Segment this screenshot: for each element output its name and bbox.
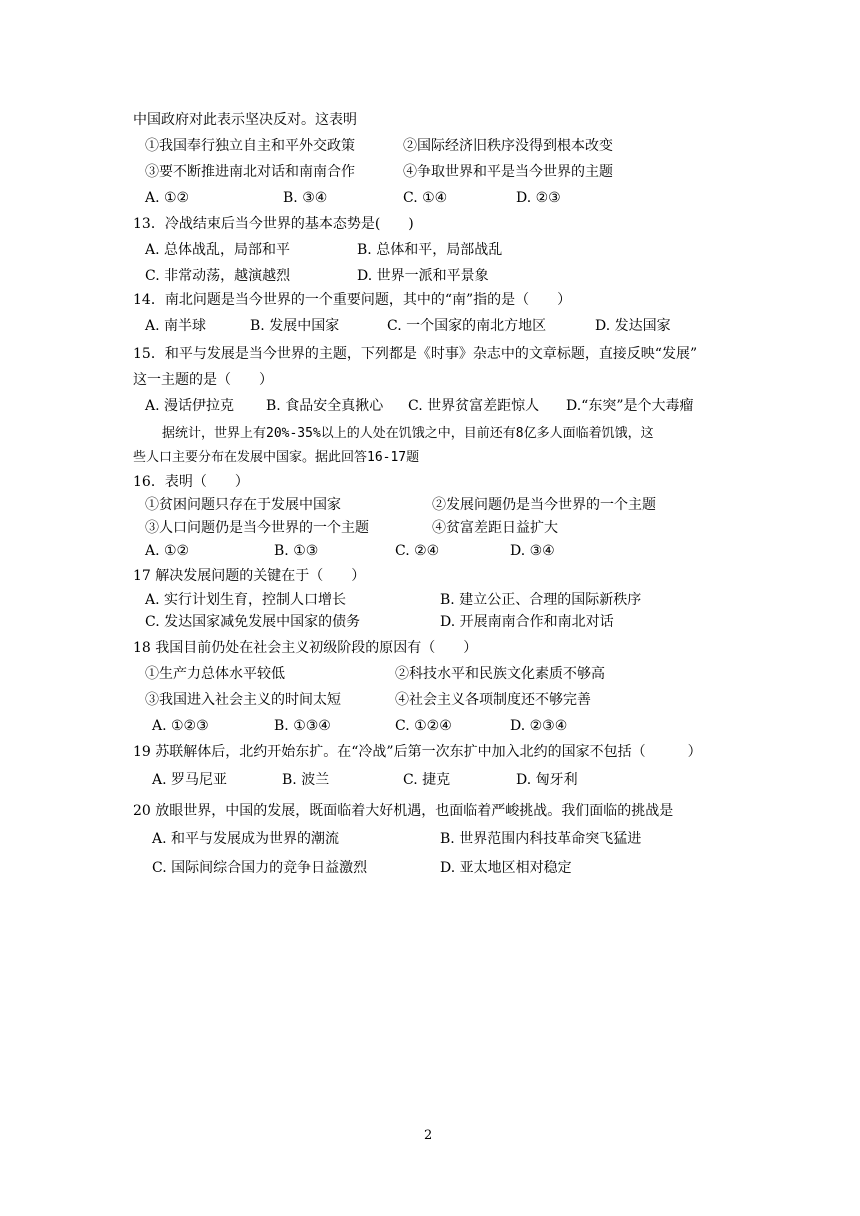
q20-choice-b[interactable]: B. 世界范围内科技革命突飞猛进 [440,831,642,847]
question-15-stem: 15．和平与发展是当今世界的主题，下列都是《时事》杂志中的文章标题，直接反映“发展” [133,346,698,362]
q17-choice-c[interactable]: C. 发达国家减免发展中国家的债务 [145,614,361,630]
q13-choice-b[interactable]: B. 总体和平，局部战乱 [357,242,503,258]
question-16-stem: 16．表明（ ） [133,474,249,490]
q19-choice-a[interactable]: A. 罗马尼亚 [152,772,228,788]
q12-choice-a[interactable]: A. ①② [145,190,190,206]
q18-choice-a[interactable]: A. ①②③ [152,718,209,734]
q16-choice-b[interactable]: B. ①③ [274,543,319,559]
q12-statement-1: ①我国奉行独立自主和平外交政策 [145,138,355,154]
q12-choice-b[interactable]: B. ③④ [283,190,328,206]
question-20-stem: 20 放眼世界，中国的发展，既面临着大好机遇，也面临着严峻挑战。我们面临的挑战是 [133,803,674,819]
q16-choice-a[interactable]: A. ①② [145,543,190,559]
passage-line-1: 据统计，世界上有20%-35%以上的人处在饥饿之中，目前还有8亿多人面临着饥饿，这 [162,426,654,441]
q13-choice-c[interactable]: C. 非常动荡，越演越烈 [145,268,291,284]
q15-choice-c[interactable]: C. 世界贫富差距惊人 [408,398,540,414]
q12-statement-2: ②国际经济旧秩序没得到根本改变 [403,138,613,154]
q20-choice-c[interactable]: C. 国际间综合国力的竞争日益激烈 [152,860,368,876]
q14-choice-c[interactable]: C. 一个国家的南北方地区 [387,318,547,334]
q16-statement-1: ①贫困问题只存在于发展中国家 [145,497,341,513]
q13-choice-d[interactable]: D. 世界一派和平景象 [357,268,489,284]
q14-choice-b[interactable]: B. 发展中国家 [250,318,340,334]
q13-choice-a[interactable]: A. 总体战乱，局部和平 [145,242,291,258]
question-18-stem: 18 我国目前仍处在社会主义初级阶段的原因有（ ） [133,640,478,656]
q18-statement-2: ②科技水平和民族文化素质不够高 [395,666,605,682]
question-19-stem: 19 苏联解体后，北约开始东扩。在“冷战”后第一次东扩中加入北约的国家不包括（ ） [133,744,702,760]
q19-choice-c[interactable]: C. 捷克 [403,772,451,788]
q15-choice-b[interactable]: B. 食品安全真揪心 [266,398,384,414]
q17-choice-d[interactable]: D. 开展南南合作和南北对话 [440,614,614,630]
q18-statement-1: ①生产力总体水平较低 [145,666,285,682]
q18-choice-c[interactable]: C. ①②④ [395,718,452,734]
question-13-stem: 13．冷战结束后当今世界的基本态势是( ) [133,216,414,232]
q20-choice-a[interactable]: A. 和平与发展成为世界的潮流 [152,831,340,847]
page-number: 2 [424,1128,433,1143]
q18-statement-3: ③我国进入社会主义的时间太短 [145,692,341,708]
q12-choice-c[interactable]: C. ①④ [403,190,448,206]
q12-statement-4: ④争取世界和平是当今世界的主题 [403,164,613,180]
q19-choice-d[interactable]: D. 匈牙利 [516,772,578,788]
q18-statement-4: ④社会主义各项制度还不够完善 [395,692,591,708]
q14-choice-d[interactable]: D. 发达国家 [595,318,671,334]
q18-choice-b[interactable]: B. ①③④ [274,718,331,734]
passage-line-2: 些人口主要分布在发展中国家。据此回答16-17题 [133,450,420,465]
q16-choice-c[interactable]: C. ②④ [395,543,440,559]
q19-choice-b[interactable]: B. 波兰 [282,772,330,788]
q16-choice-d[interactable]: D. ③④ [510,543,555,559]
q17-choice-a[interactable]: A. 实行计划生育，控制人口增长 [145,592,347,608]
question-15-stem-cont: 这一主题的是（ ） [133,372,273,388]
q16-statement-2: ②发展问题仍是当今世界的一个主题 [432,497,656,513]
q18-choice-d[interactable]: D. ②③④ [510,718,568,734]
q15-choice-d[interactable]: D.“东突”是个大毒瘤 [566,398,694,414]
q16-statement-3: ③人口问题仍是当今世界的一个主题 [145,520,369,536]
question-17-stem: 17 解决发展问题的关键在于（ ） [133,568,366,584]
q12-statement-3: ③要不断推进南北对话和南南合作 [145,164,355,180]
q12-choice-d[interactable]: D. ②③ [516,190,561,206]
q20-choice-d[interactable]: D. 亚太地区相对稳定 [440,860,572,876]
q15-choice-a[interactable]: A. 漫话伊拉克 [145,398,235,414]
q14-choice-a[interactable]: A. 南半球 [145,318,207,334]
q17-choice-b[interactable]: B. 建立公正、合理的国际新秩序 [440,592,642,608]
question-12-continuation: 中国政府对此表示坚决反对。这表明 [133,112,357,128]
q16-statement-4: ④贫富差距日益扩大 [432,520,558,536]
question-14-stem: 14．南北问题是当今世界的一个重要问题，其中的“南”指的是（ ） [133,292,572,308]
